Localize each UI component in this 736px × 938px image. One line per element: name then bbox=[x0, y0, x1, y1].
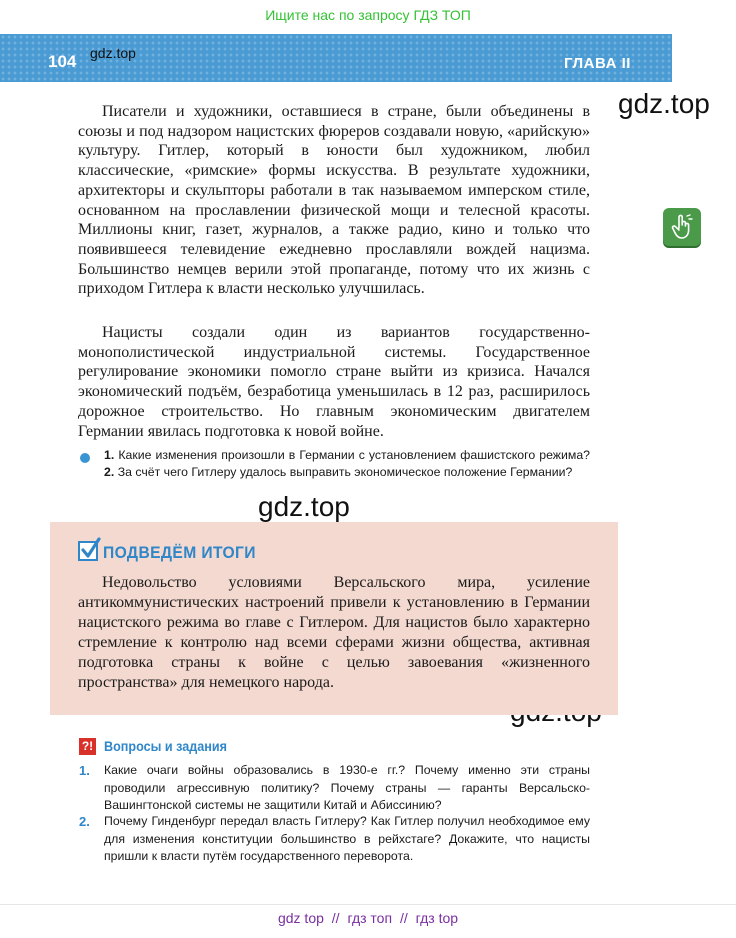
qa-item-text: Какие очаги войны образовались в 1930-е гг.? Почему именно эти страны проводили агрессивную политику? Почему страны — гаранты Версальско-Вашингтонской системы не защитили Китай и Абиссинию? bbox=[104, 763, 590, 813]
body-paragraph: Нацисты создали один из вариантов государственно-монополистической индустриальной системы. Государственное регулирование экономики помогло стране выйти из кризиса. Начался экономический подъём, безработица уменьшилась в 12 раз, расширилось дорожное строительство. Но главным экономическим двигателем Германии явилась подготовка к новой войне. bbox=[78, 324, 590, 440]
check-questions bbox=[104, 447, 590, 481]
footer-divider bbox=[0, 904, 736, 905]
watermark: gdz.top bbox=[618, 88, 710, 119]
footer-separator: // bbox=[331, 910, 340, 926]
watermark: gdz.top bbox=[258, 491, 350, 522]
footer-separator: // bbox=[399, 910, 408, 926]
footer-links bbox=[0, 910, 736, 926]
qa-section-title: Вопросы и задания bbox=[104, 738, 227, 754]
checkbox-icon bbox=[78, 541, 98, 561]
bullet-dot-icon bbox=[80, 453, 90, 463]
question-number: 1. bbox=[104, 448, 115, 462]
chapter-label: ГЛАВА II bbox=[564, 55, 631, 72]
summary-title: ПОДВЕДЁМ ИТОГИ bbox=[103, 543, 256, 562]
question-exclamation-icon: ?! bbox=[79, 738, 96, 755]
question-number: 2. bbox=[104, 465, 115, 479]
footer-link[interactable]: гдз top bbox=[415, 910, 459, 926]
hand-pointer-icon[interactable] bbox=[663, 208, 701, 246]
question-text: Какие изменения произошли в Германии с установлением фашистского режима? bbox=[118, 448, 590, 462]
body-paragraph: Писатели и художники, оставшиеся в стране, были объединены в союзы и под надзором нацистских фюреров создавали новую, «арийскую» культуру. Гитлер, который в юности был художником, любил классические, «римские» формы искусства. В результате художники, архитекторы и скульпторы работали в так называемом имперском стиле, основанном на прославлении физической мощи и телесной красоты. Миллионы книг, газет, журналов, а также радио, кино и только что появившееся телевидение ежедневно прославляли вождей нацизма. Большинство немцев верили этой пропаганде, потому что их жизнь с приходом Гитлера к власти несколько улучшилась. bbox=[78, 103, 590, 298]
top-search-banner[interactable]: Ищите нас по запросу ГДЗ ТОП bbox=[265, 7, 471, 23]
header-watermark: gdz.top bbox=[90, 45, 136, 61]
summary-text: Недовольство условиями Версальского мира, усиление антикоммунистических настроений привели к установлению в Германии нацистского режима во главе с Гитлером. Для нацистов было характерно стремление к контролю над всеми сферами жизни общества, активная подготовка страны к войне с целью завоевания «жизненного пространства» для немецкого народа. bbox=[78, 574, 590, 691]
qa-item-text: Почему Гинденбург передал власть Гитлеру? Как Гитлер получил необходимое ему для изменения конституции большинство в рейхстаге? Докажите, что нацисты пришли к власти путём государственного переворота. bbox=[104, 814, 590, 864]
footer-link[interactable]: gdz top bbox=[277, 910, 324, 926]
qa-item-number: 2. bbox=[79, 814, 90, 829]
page-number: 104 bbox=[48, 52, 77, 71]
footer-link[interactable]: гдз топ bbox=[347, 910, 393, 926]
qa-item-number: 1. bbox=[79, 763, 90, 778]
question-text: За счёт чего Гитлеру удалось выправить экономическое положение Германии? bbox=[117, 465, 573, 479]
